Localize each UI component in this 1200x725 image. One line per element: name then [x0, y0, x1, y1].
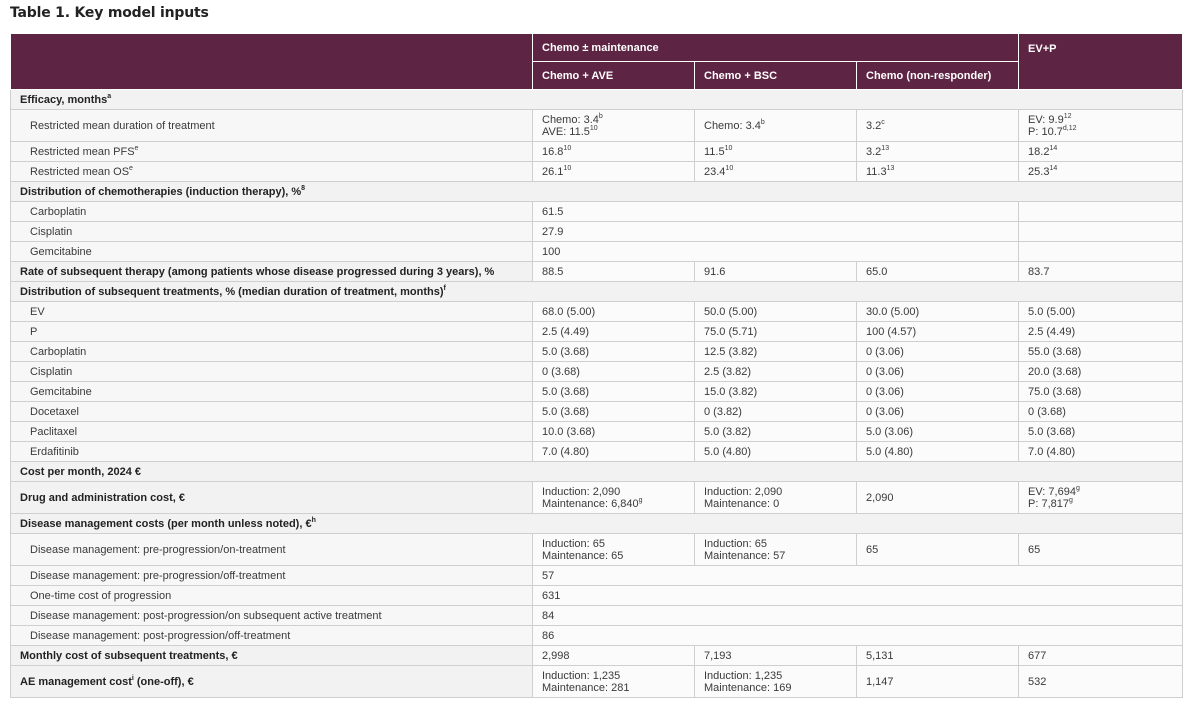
cell-chemo-nonresponder: 2,090: [857, 482, 1019, 514]
cell-chemo-merged: 100: [533, 242, 1019, 262]
header-evp: EV+P: [1019, 34, 1183, 90]
row-label: One-time cost of progression: [11, 586, 533, 606]
row-label: Disease management: pre-progression/off-treatment: [11, 566, 533, 586]
cell-chemo-ave: Induction: 1,235 Maintenance: 281: [533, 666, 695, 698]
row-label: Cisplatin: [11, 362, 533, 382]
table-row: [11, 482, 1183, 514]
table-row: [11, 322, 1183, 342]
header-chemo-ave: Chemo + AVE: [533, 62, 695, 90]
cell-chemo-bsc: 12.5 (3.82): [695, 342, 857, 362]
row-label: Drug and administration cost, €: [11, 482, 533, 514]
cell-chemo-bsc: 91.6: [695, 262, 857, 282]
row-label: Cisplatin: [11, 222, 533, 242]
cell-chemo-ave: 26.1$^{10}$: [533, 162, 695, 182]
cell-evp: 20.0 (3.68): [1019, 362, 1183, 382]
table-row: [11, 442, 1183, 462]
cell-chemo-nonresponder: 65: [857, 534, 1019, 566]
header-chemo-maintenance: Chemo ± maintenance: [533, 34, 1019, 62]
cell-merged: 631: [533, 586, 1183, 606]
cell-merged: 57: [533, 566, 1183, 586]
cell-chemo-nonresponder: 3.2$^c$: [857, 110, 1019, 142]
table-row: [11, 586, 1183, 606]
row-label: Restricted mean PFS$^e$: [11, 142, 533, 162]
row-label: Gemcitabine: [11, 382, 533, 402]
cell-chemo-nonresponder: 100 (4.57): [857, 322, 1019, 342]
cell-chemo-bsc: 5.0 (3.82): [695, 422, 857, 442]
cell-merged: 86: [533, 626, 1183, 646]
section-subsequent-distribution: [11, 282, 1183, 302]
cell-chemo-ave: 0 (3.68): [533, 362, 695, 382]
row-label: AE management cost$^i$ (one-off), €: [11, 666, 533, 698]
cell-evp: EV: 7,694$^g$ P: 7,817$^g$: [1019, 482, 1183, 514]
row-label: EV: [11, 302, 533, 322]
section-label: Distribution of chemotherapies (induction therapy), %$^8$: [11, 182, 1183, 202]
cell-chemo-bsc: 23.4$^{10}$: [695, 162, 857, 182]
cell-evp: 65: [1019, 534, 1183, 566]
table-row: [11, 302, 1183, 322]
row-label: Paclitaxel: [11, 422, 533, 442]
cell-evp: 83.7: [1019, 262, 1183, 282]
cell-chemo-bsc: Induction: 1,235 Maintenance: 169: [695, 666, 857, 698]
table-row: [11, 242, 1183, 262]
cell-evp: [1019, 222, 1183, 242]
cell-chemo-bsc: 7,193: [695, 646, 857, 666]
cell-chemo-ave: 5.0 (3.68): [533, 382, 695, 402]
cell-evp: [1019, 242, 1183, 262]
cell-chemo-bsc: 75.0 (5.71): [695, 322, 857, 342]
cell-merged: 84: [533, 606, 1183, 626]
cell-evp: 2.5 (4.49): [1019, 322, 1183, 342]
cell-chemo-ave: Induction: 65 Maintenance: 65: [533, 534, 695, 566]
row-label: Disease management: post-progression/on subsequent active treatment: [11, 606, 533, 626]
cell-chemo-nonresponder: 0 (3.06): [857, 342, 1019, 362]
cell-chemo-nonresponder: 65.0: [857, 262, 1019, 282]
section-label: Distribution of subsequent treatments, % (median duration of treatment, months)$^f$: [11, 282, 1183, 302]
header-row-1: [11, 34, 1183, 62]
cell-chemo-bsc: Induction: 65 Maintenance: 57: [695, 534, 857, 566]
cell-chemo-nonresponder: 5,131: [857, 646, 1019, 666]
cell-chemo-bsc: 11.5$^{10}$: [695, 142, 857, 162]
table-row: [11, 110, 1183, 142]
cell-evp: 532: [1019, 666, 1183, 698]
cell-chemo-nonresponder: $3.2^{13}$: [857, 142, 1019, 162]
section-label: Cost per month, 2024 €: [11, 462, 1183, 482]
table-row: [11, 202, 1183, 222]
cell-evp: 0 (3.68): [1019, 402, 1183, 422]
row-label: P: [11, 322, 533, 342]
table-row: [11, 646, 1183, 666]
cell-chemo-nonresponder: 5.0 (4.80): [857, 442, 1019, 462]
cell-chemo-bsc: 50.0 (5.00): [695, 302, 857, 322]
cell-chemo-bsc: 15.0 (3.82): [695, 382, 857, 402]
cell-evp: 677: [1019, 646, 1183, 666]
cell-chemo-ave: 16.8$^{10}$: [533, 142, 695, 162]
section-label: Efficacy, months$^a$: [11, 90, 1183, 110]
row-label: Disease management: post-progression/off-treatment: [11, 626, 533, 646]
table-row: [11, 342, 1183, 362]
table-row: [11, 626, 1183, 646]
header-chemo-bsc: Chemo + BSC: [695, 62, 857, 90]
row-label: Erdafitinib: [11, 442, 533, 462]
table-row: [11, 262, 1183, 282]
section-chemo-distribution: [11, 182, 1183, 202]
row-label: Carboplatin: [11, 342, 533, 362]
row-label: Rate of subsequent therapy (among patients whose disease progressed during 3 years), %: [11, 262, 533, 282]
section-efficacy: [11, 90, 1183, 110]
cell-evp: 25.3$^{14}$: [1019, 162, 1183, 182]
row-label: Gemcitabine: [11, 242, 533, 262]
cell-chemo-merged: 61.5: [533, 202, 1019, 222]
cell-chemo-bsc: 5.0 (4.80): [695, 442, 857, 462]
cell-evp: 75.0 (3.68): [1019, 382, 1183, 402]
row-label: Monthly cost of subsequent treatments, €: [11, 646, 533, 666]
table-row: [11, 142, 1183, 162]
cell-chemo-nonresponder: 5.0 (3.06): [857, 422, 1019, 442]
cell-chemo-ave: 10.0 (3.68): [533, 422, 695, 442]
cell-evp: 55.0 (3.68): [1019, 342, 1183, 362]
section-disease-management: [11, 514, 1183, 534]
cell-chemo-nonresponder: 0 (3.06): [857, 382, 1019, 402]
table-row: [11, 666, 1183, 698]
cell-chemo-ave: 88.5: [533, 262, 695, 282]
cell-chemo-ave: 2,998: [533, 646, 695, 666]
key-model-inputs-table: [10, 33, 1183, 698]
cell-chemo-ave: 7.0 (4.80): [533, 442, 695, 462]
cell-evp: 7.0 (4.80): [1019, 442, 1183, 462]
cell-chemo-nonresponder: 1,147: [857, 666, 1019, 698]
cell-chemo-ave: 68.0 (5.00): [533, 302, 695, 322]
section-cost-per-month: [11, 462, 1183, 482]
table-row: [11, 422, 1183, 442]
cell-evp: [1019, 202, 1183, 222]
row-label: Restricted mean $OS^e$: [11, 162, 533, 182]
table-row: [11, 162, 1183, 182]
cell-chemo-ave: Induction: 2,090 Maintenance: 6,840$^g$: [533, 482, 695, 514]
cell-chemo-bsc: Chemo: 3.4$^b$: [695, 110, 857, 142]
cell-chemo-bsc: Induction: 2,090 Maintenance: 0: [695, 482, 857, 514]
cell-evp: 5.0 (3.68): [1019, 422, 1183, 442]
header-corner: [11, 34, 533, 90]
table-row: [11, 534, 1183, 566]
cell-chemo-ave: 2.5 (4.49): [533, 322, 695, 342]
row-label: Carboplatin: [11, 202, 533, 222]
cell-chemo-nonresponder: 30.0 (5.00): [857, 302, 1019, 322]
row-label: Docetaxel: [11, 402, 533, 422]
row-label: Restricted mean duration of treatment: [11, 110, 533, 142]
table-row: [11, 402, 1183, 422]
cell-chemo-nonresponder: 11.3$^{13}$: [857, 162, 1019, 182]
table-row: [11, 566, 1183, 586]
cell-chemo-nonresponder: 0 (3.06): [857, 362, 1019, 382]
table-row: [11, 606, 1183, 626]
cell-chemo-bsc: 0 (3.82): [695, 402, 857, 422]
row-label: Disease management: pre-progression/on-treatment: [11, 534, 533, 566]
cell-chemo-ave: Chemo: 3.4$^b$ AVE: 11.5$^{10}$: [533, 110, 695, 142]
cell-evp: 18.2$^{14}$: [1019, 142, 1183, 162]
header-chemo-nonresponder: Chemo (non-responder): [857, 62, 1019, 90]
cell-chemo-nonresponder: 0 (3.06): [857, 402, 1019, 422]
cell-chemo-merged: 27.9: [533, 222, 1019, 242]
cell-evp: 5.0 (5.00): [1019, 302, 1183, 322]
cell-chemo-ave: 5.0 (3.68): [533, 402, 695, 422]
table-row: [11, 362, 1183, 382]
section-label: Disease management costs (per month unless noted), €$^h$: [11, 514, 1183, 534]
cell-chemo-bsc: 2.5 (3.82): [695, 362, 857, 382]
table-row: [11, 222, 1183, 242]
cell-evp: EV: $9.9^{12}$ P: 10.7$^{d,12}$: [1019, 110, 1183, 142]
table-row: [11, 382, 1183, 402]
table-title: Table 1. Key model inputs: [10, 5, 209, 21]
cell-chemo-ave: 5.0 (3.68): [533, 342, 695, 362]
